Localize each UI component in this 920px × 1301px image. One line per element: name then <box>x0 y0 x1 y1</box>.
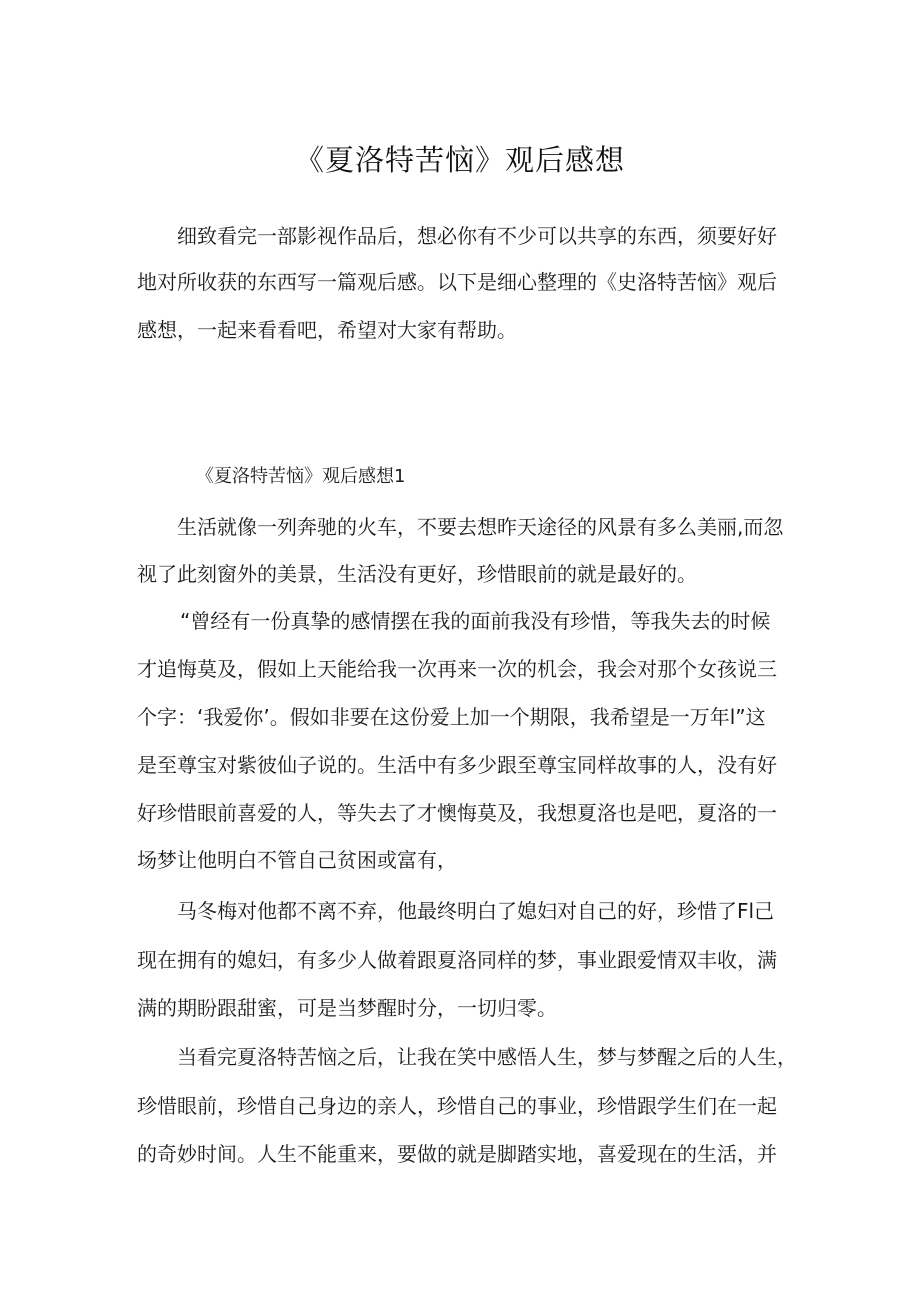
intro-line: 细致看完一部影视作品后，想必你有不少可以共享的东西，须要好好 <box>177 224 777 248</box>
body-line: 满的期盼跟甜蜜，可是当梦醒时分，一切归零。 <box>137 996 557 1020</box>
page-title: 《夏洛特苦恼》观后感想 <box>294 143 625 177</box>
body-line: 的奇妙时间。人生不能重来，要做的就是脚踏实地，喜爱现在的生活，并 <box>137 1142 777 1166</box>
body-line: 马冬梅对他都不离不弃，他最终明白了媳妇对自己的好，珍惜了Fl己 <box>177 899 775 923</box>
intro-line: 地对所收获的东西写一篇观后感。以下是细心整理的《史洛特苦恼》观后 <box>137 270 777 294</box>
body-line: 才追悔莫及，假如上天能给我一次再来一次的机会，我会对那个女孩说三 <box>137 657 777 681</box>
body-line: 场梦让他明白不管自己贫困或富有， <box>137 848 457 872</box>
body-line: 好珍惜眼前喜爱的人，等失去了才懊悔莫及，我想夏洛也是吧，夏洛的一 <box>137 801 777 825</box>
body-line: 是至尊宝对紫彼仙子说的。生活中有多少跟至尊宝同样故事的人，没有好 <box>137 753 777 777</box>
body-line: 珍惜眼前，珍惜自己身边的亲人，珍惜自己的事业，珍惜跟学生们在一起 <box>137 1094 777 1118</box>
section-heading: 《夏洛特苦恼》观后感想1 <box>196 466 406 487</box>
body-line: 当看完夏洛特苦恼之后，让我在笑中感悟人生，梦与梦醒之后的人生， <box>177 1045 797 1069</box>
body-line: 个字：‘我爱你’。假如非要在这份爱上加一个期限，我希望是一万年l”这 <box>137 705 766 729</box>
body-line: 视了此刻窗外的美景，生活没有更好，珍惜眼前的就是最好的。 <box>137 562 697 586</box>
body-line: 生活就像一列奔驰的火车，不要去想昨天途径的风景有多么美丽,而忽 <box>177 515 784 539</box>
intro-line: 感想，一起来看看吧，希望对大家有帮助。 <box>137 318 517 342</box>
body-line: 现在拥有的媳妇，有多少人做着跟夏洛同样的梦，事业跟爱情双丰收，满 <box>137 948 777 972</box>
body-line: “曾经有一份真挚的感情摆在我的面前我没有珍惜，等我失去的时候 <box>180 609 771 633</box>
